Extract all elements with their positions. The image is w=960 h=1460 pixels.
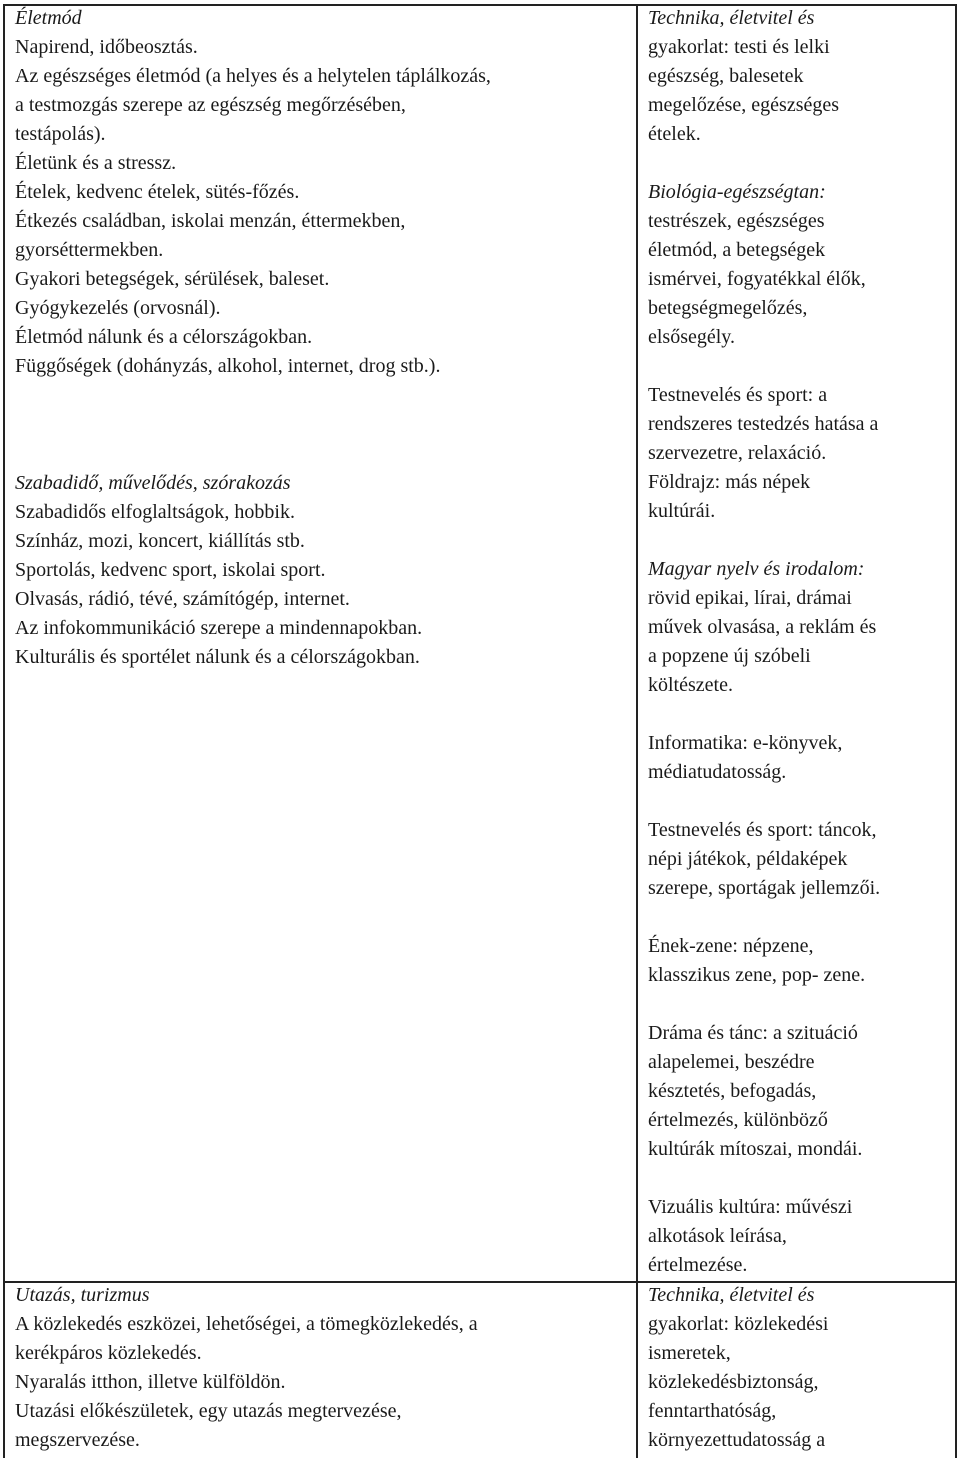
- text-line: Gyógykezelés (orvosnál).: [15, 297, 221, 319]
- text-line: Életmód nálunk és a célországokban.: [15, 326, 313, 348]
- section-heading: Utazás, turizmus: [15, 1284, 150, 1306]
- text-line: Földrajz: más népek: [648, 471, 811, 493]
- section-heading: Technika, életvitel és: [648, 7, 815, 29]
- text-line: környezettudatosság a: [648, 1429, 826, 1451]
- text-line: A közlekedés eszközei, lehetőségei, a tömegközlekedés, a: [15, 1313, 478, 1335]
- text-line: értelmezése.: [648, 1254, 748, 1276]
- left-block-eletmod: [15, 4, 491, 381]
- text-line: Az egészséges életmód (a helyes és a helytelen táplálkozás,: [15, 65, 491, 87]
- text-line: kultúrái.: [648, 500, 716, 522]
- section-heading: Életmód: [15, 7, 82, 29]
- text-line: ételek.: [648, 123, 701, 145]
- text-line: szerepe, sportágak jellemzői.: [648, 877, 881, 899]
- text-line: a popzene új szóbeli: [648, 645, 811, 667]
- text-line: betegségmegelőzés,: [648, 297, 808, 319]
- blank-line: [648, 700, 880, 729]
- text-line: Életünk és a stressz.: [15, 152, 177, 174]
- text-line: Napirend, időbeosztás.: [15, 36, 198, 58]
- section-heading: Magyar nyelv és irodalom:: [648, 558, 865, 580]
- text-line: ismérvei, fogyatékkal élők,: [648, 268, 866, 290]
- text-line: Az infokommunikáció szerepe a mindennapokban.: [15, 617, 423, 639]
- text-line: művek olvasása, a reklám és: [648, 616, 877, 638]
- blank-line: [648, 352, 880, 381]
- text-line: költészete.: [648, 674, 733, 696]
- text-line: megelőzése, egészséges: [648, 94, 840, 116]
- section-heading: Szabadidő, művelődés, szórakozás: [15, 472, 291, 494]
- text-line: gyakorlat: testi és lelki: [648, 36, 830, 58]
- right-block-cross-curricular: [648, 4, 880, 1280]
- text-line: Testnevelés és sport: a: [648, 384, 828, 406]
- blank-line: [648, 903, 880, 932]
- text-line: egészség, balesetek: [648, 65, 804, 87]
- left-block-szabadido: [15, 469, 422, 672]
- text-line: Gyakori betegségek, sérülések, baleset.: [15, 268, 330, 290]
- text-line: rövid epikai, lírai, drámai: [648, 587, 852, 609]
- text-line: médiatudatosság.: [648, 761, 787, 783]
- text-line: értelmezés, különböző: [648, 1109, 828, 1131]
- text-line: alkotások leírása,: [648, 1225, 787, 1247]
- text-line: a testmozgás szerepe az egészség megőrzésében,: [15, 94, 406, 116]
- right-block-technika-kozlekedes: [648, 1281, 829, 1455]
- text-line: kultúrák mítoszai, mondái.: [648, 1138, 863, 1160]
- text-line: Szabadidős elfoglaltságok, hobbik.: [15, 501, 295, 523]
- text-line: rendszeres testedzés hatása a: [648, 413, 879, 435]
- text-line: Nyaralás itthon, illetve külföldön.: [15, 1371, 286, 1393]
- text-line: Ének-zene: népzene,: [648, 935, 814, 957]
- text-line: Sportolás, kedvenc sport, iskolai sport.: [15, 559, 326, 581]
- text-line: közlekedésbiztonság,: [648, 1371, 819, 1393]
- text-line: Ételek, kedvenc ételek, sütés-főzés.: [15, 181, 300, 203]
- table-column-divider: [636, 4, 638, 1458]
- text-line: testrészek, egészséges: [648, 210, 825, 232]
- text-line: Dráma és tánc: a szituáció: [648, 1022, 858, 1044]
- text-line: testápolás).: [15, 123, 106, 145]
- text-line: Testnevelés és sport: táncok,: [648, 819, 877, 841]
- text-line: Utazási előkészületek, egy utazás megtervezése,: [15, 1400, 402, 1422]
- section-heading: Biológia-egészségtan:: [648, 181, 826, 203]
- text-line: Olvasás, rádió, tévé, számítógép, internet.: [15, 588, 350, 610]
- text-line: életmód, a betegségek: [648, 239, 826, 261]
- text-line: Étkezés családban, iskolai menzán, éttermekben,: [15, 210, 406, 232]
- text-line: Vizuális kultúra: művészi: [648, 1196, 853, 1218]
- table-border-left: [3, 4, 5, 1458]
- text-line: elsősegély.: [648, 326, 736, 348]
- blank-line: [648, 1164, 880, 1193]
- blank-line: [648, 526, 880, 555]
- text-line: Színház, mozi, koncert, kiállítás stb.: [15, 530, 305, 552]
- text-line: alapelemei, beszédre: [648, 1051, 815, 1073]
- blank-line: [648, 990, 880, 1019]
- blank-line: [648, 787, 880, 816]
- text-line: megszervezése.: [15, 1429, 140, 1451]
- text-line: kerékpáros közlekedés.: [15, 1342, 202, 1364]
- blank-line: [648, 149, 880, 178]
- text-line: klasszikus zene, pop- zene.: [648, 964, 866, 986]
- text-line: Informatika: e-könyvek,: [648, 732, 843, 754]
- text-line: Kulturális és sportélet nálunk és a célországokban.: [15, 646, 420, 668]
- text-line: késztetés, befogadás,: [648, 1080, 817, 1102]
- text-line: népi játékok, példaképek: [648, 848, 848, 870]
- left-block-utazas: [15, 1281, 478, 1455]
- text-line: szervezetre, relaxáció.: [648, 442, 827, 464]
- text-line: gyakorlat: közlekedési: [648, 1313, 829, 1335]
- table-border-right: [955, 4, 957, 1458]
- text-line: fenntarthatóság,: [648, 1400, 777, 1422]
- text-line: gyorséttermekben.: [15, 239, 164, 261]
- section-heading: Technika, életvitel és: [648, 1284, 815, 1306]
- text-line: ismeretek,: [648, 1342, 731, 1364]
- text-line: Függőségek (dohányzás, alkohol, internet, drog stb.).: [15, 355, 441, 377]
